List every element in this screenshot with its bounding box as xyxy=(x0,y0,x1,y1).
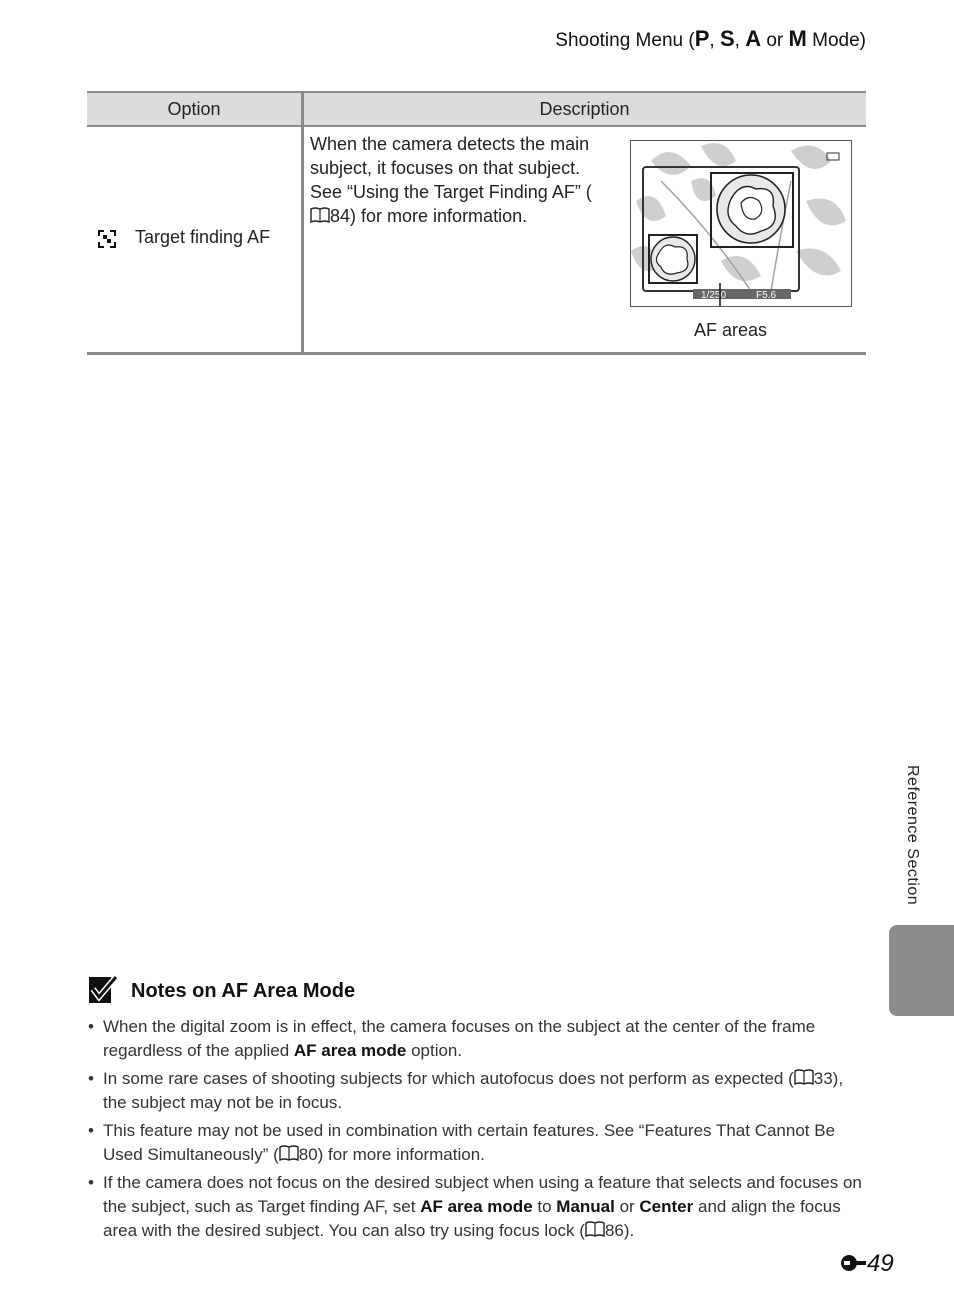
camera-monitor-illustration xyxy=(630,140,852,307)
book-reference-icon xyxy=(279,1145,299,1162)
af-areas-callout-label: AF areas xyxy=(694,320,768,340)
target-finding-af-icon xyxy=(97,229,117,249)
column-divider xyxy=(301,91,304,355)
description-text: When the camera detects the main subject, it focuses on that subject. xyxy=(310,134,590,178)
flower-small xyxy=(651,237,695,281)
column-header-option: Option xyxy=(167,99,221,119)
mode-p: P xyxy=(694,26,710,51)
list-item: • When the digital zoom is in effect, the camera focuses on the subject at the center of the frame regardless of the applied AF area mode option. xyxy=(88,1015,868,1063)
description-reference: See “Using the Target Finding AF” (84) for more information. xyxy=(310,182,592,226)
book-reference-icon xyxy=(794,1069,814,1086)
section-tab xyxy=(889,925,954,1016)
subjects-and-af-areas xyxy=(631,141,851,306)
list-item: • In some rare cases of shooting subjects for which autofocus does not perform as expected ( 33), the subject may not be in focus. xyxy=(88,1067,868,1115)
battery-icon xyxy=(827,153,839,160)
book-reference-icon xyxy=(585,1221,605,1238)
aperture-readout: F5.6 xyxy=(756,290,777,301)
mode-a: A xyxy=(745,26,762,51)
note-checkmark-icon xyxy=(88,975,120,1005)
option-label: Target finding AF xyxy=(135,227,271,247)
table-header xyxy=(87,91,866,127)
book-reference-icon xyxy=(310,207,330,224)
reference-section-e-icon xyxy=(840,1253,866,1273)
notes-title: Notes on AF Area Mode xyxy=(131,980,356,1002)
table-bottom-rule xyxy=(87,352,866,355)
flower-large xyxy=(717,175,785,243)
list-item: • This feature may not be used in combination with certain features. See “Features That Cannot Be Used Simultaneously” ( 80) for more information. xyxy=(88,1119,868,1167)
side-section-label: Reference Section xyxy=(904,765,921,906)
mode-m: M xyxy=(788,26,807,51)
mode-s: S xyxy=(719,26,735,51)
option-description xyxy=(310,132,610,228)
page-number: 49 xyxy=(840,1250,894,1278)
notes-list xyxy=(88,1015,868,1247)
shutter-readout: 1/250 xyxy=(701,290,727,301)
list-item: • If the camera does not focus on the desired subject when using a feature that selects and focuses on the subject, such as Target finding AF, set AF area mode to Manual or Center and align the focus area with the desired subject. You can also try using focus lock ( 86). xyxy=(88,1171,868,1243)
column-header-description: Description xyxy=(539,99,630,119)
page-header-title: Shooting Menu (P, S, A or M Mode) xyxy=(555,26,866,51)
